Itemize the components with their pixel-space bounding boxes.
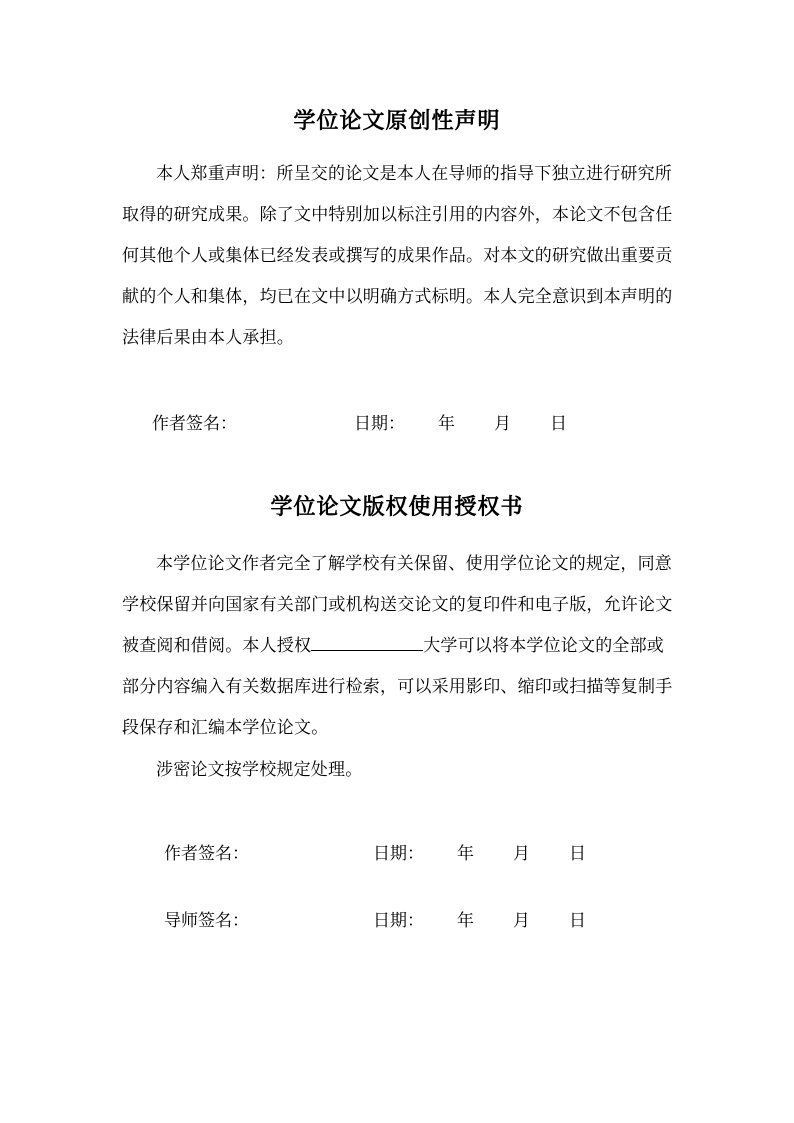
authorization-body-after-blank: 大学可以将本学位论文的全部或部分内容编入有关数据库进行检索，可以采用影印、缩印或扫描等复制手段保存和汇编本学位论文。: [122, 636, 673, 738]
advisor-signature-label: 导师签名：: [164, 911, 249, 931]
day-label: 日: [569, 844, 586, 864]
month-label: 月: [513, 844, 530, 864]
authorization-body: [122, 544, 674, 749]
year-label: 年: [438, 414, 455, 434]
declaration-title: 学位论文原创性声明: [293, 108, 501, 134]
day-label: 日: [569, 911, 586, 931]
month-label: 月: [494, 414, 511, 434]
date-label: 日期：: [373, 844, 424, 864]
year-label: 年: [457, 844, 474, 864]
authorization-title: 学位论文版权使用授权书: [270, 494, 524, 520]
confidential-note: 涉密论文按学校规定处理。: [156, 760, 363, 780]
year-label: 年: [457, 911, 474, 931]
month-label: 月: [513, 911, 530, 931]
date-label: 日期：: [373, 911, 424, 931]
university-name-blank: [311, 632, 423, 651]
author-signature-label: 作者签名：: [164, 844, 249, 864]
declaration-body: 本人郑重声明：所呈交的论文是本人在导师的指导下独立进行研究所取得的研究成果。除了文中特别加以标注引用的内容外，本论文不包含任何其他个人或集体已经发表或撰写的成果作品。对本文的研究做出重要贡献的个人和集体，均已在文中以明确方式标明。本人完全意识到本声明的法律后果由本人承担。: [122, 164, 673, 348]
author-signature-label: 作者签名：: [152, 414, 237, 434]
declaration-signature-row: [0, 412, 794, 436]
date-label: 日期：: [354, 414, 405, 434]
day-label: 日: [550, 414, 567, 434]
authorization-advisor-signature-row: [0, 909, 794, 933]
authorization-author-signature-row: [0, 842, 794, 866]
authorization-body-before-blank: 本学位论文作者完全了解学校有关保留、使用学位论文的规定，同意学校保留并向国家有关部门或机构送交论文的复印件和电子版，允许论文被查阅和借阅。本人授权: [122, 554, 673, 656]
